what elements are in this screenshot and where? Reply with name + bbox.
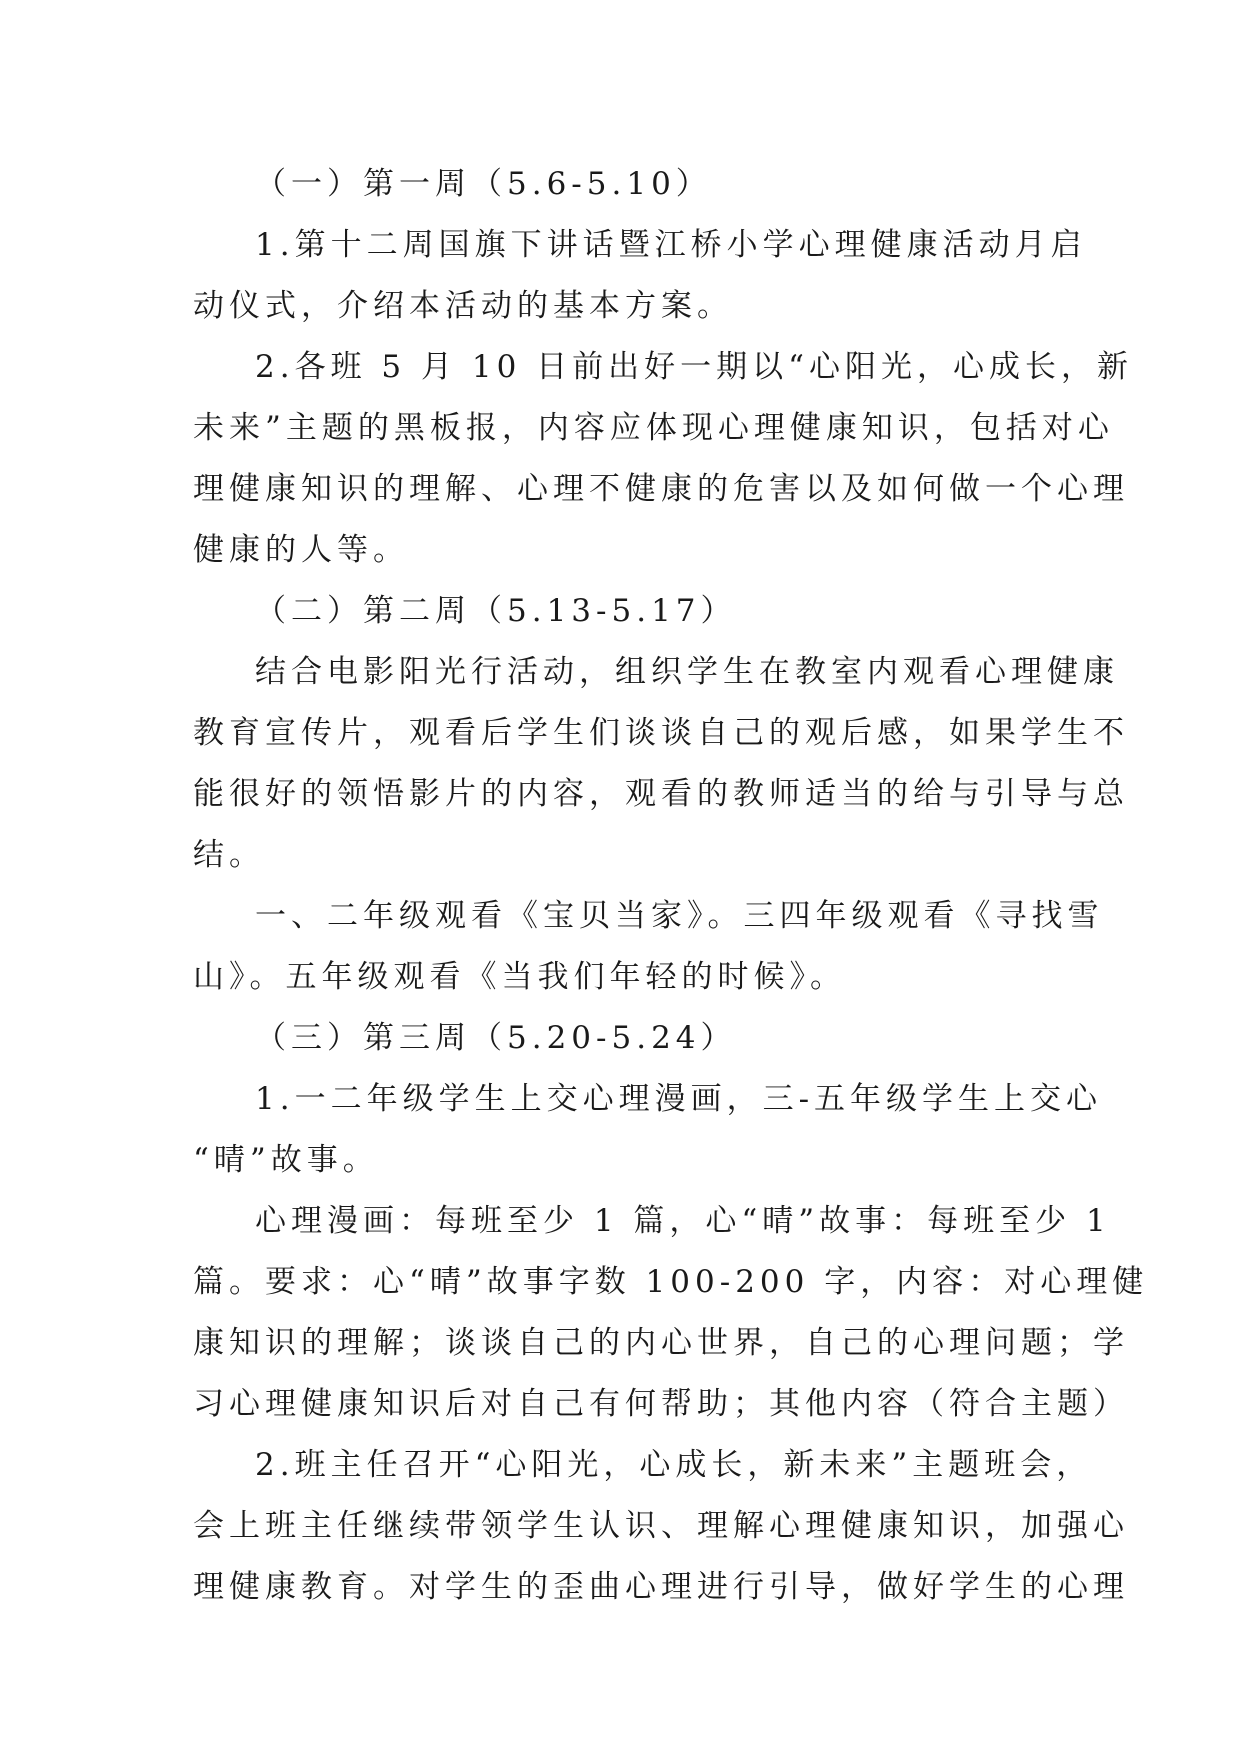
paragraph-line: 习心理健康知识后对自己有何帮助；其他内容（符合主题） — [193, 1386, 1129, 1422]
paragraph-line: 2.各班 5 月 10 日前出好一期以“心阳光，心成长，新 — [255, 349, 1134, 385]
paragraph-line: 健康的人等。 — [193, 532, 409, 568]
paragraph-line: 山》。五年级观看《当我们年轻的时候》。 — [193, 959, 846, 995]
paragraph-line: 未来”主题的黑板报，内容应体现心理健康知识，包括对心 — [193, 410, 1114, 446]
paragraph-line: 2.班主任召开“心阳光，心成长，新未来”主题班会， — [255, 1447, 1093, 1483]
paragraph-line: 结合电影阳光行活动，组织学生在教室内观看心理健康 — [255, 654, 1119, 690]
paragraph-line: 理健康知识的理解、心理不健康的危害以及如何做一个心理 — [193, 471, 1129, 507]
section-heading-week-3: （三）第三周（5.20-5.24） — [255, 1020, 737, 1056]
paragraph-line: 理健康教育。对学生的歪曲心理进行引导，做好学生的心理 — [193, 1569, 1129, 1605]
document-body — [193, 154, 1149, 1618]
paragraph-line: 结。 — [193, 837, 265, 873]
section-heading-week-2: （二）第二周（5.13-5.17） — [255, 593, 737, 629]
paragraph-line: 1.第十二周国旗下讲话暨江桥小学心理健康活动月启 — [255, 227, 1087, 263]
paragraph-line: 心理漫画：每班至少 1 篇，心“晴”故事：每班至少 1 — [255, 1203, 1111, 1239]
paragraph-line: 一、二年级观看《宝贝当家》。三四年级观看《寻找雪 — [255, 898, 1104, 934]
paragraph-line: 康知识的理解；谈谈自己的内心世界，自己的心理问题；学 — [193, 1325, 1129, 1361]
paragraph-line: 篇。要求：心“晴”故事字数 100-200 字，内容：对心理健 — [193, 1264, 1149, 1300]
paragraph-line: 动仪式，介绍本活动的基本方案。 — [193, 288, 733, 324]
paragraph-line: 会上班主任继续带领学生认识、理解心理健康知识，加强心 — [193, 1508, 1129, 1544]
paragraph-line: “晴”故事。 — [193, 1142, 379, 1178]
paragraph-line: 教育宣传片，观看后学生们谈谈自己的观后感，如果学生不 — [193, 715, 1129, 751]
paragraph-line: 能很好的领悟影片的内容，观看的教师适当的给与引导与总 — [193, 776, 1129, 812]
section-heading-week-1: （一）第一周（5.6-5.10） — [255, 166, 712, 202]
paragraph-line: 1.一二年级学生上交心理漫画，三-五年级学生上交心 — [255, 1081, 1103, 1117]
